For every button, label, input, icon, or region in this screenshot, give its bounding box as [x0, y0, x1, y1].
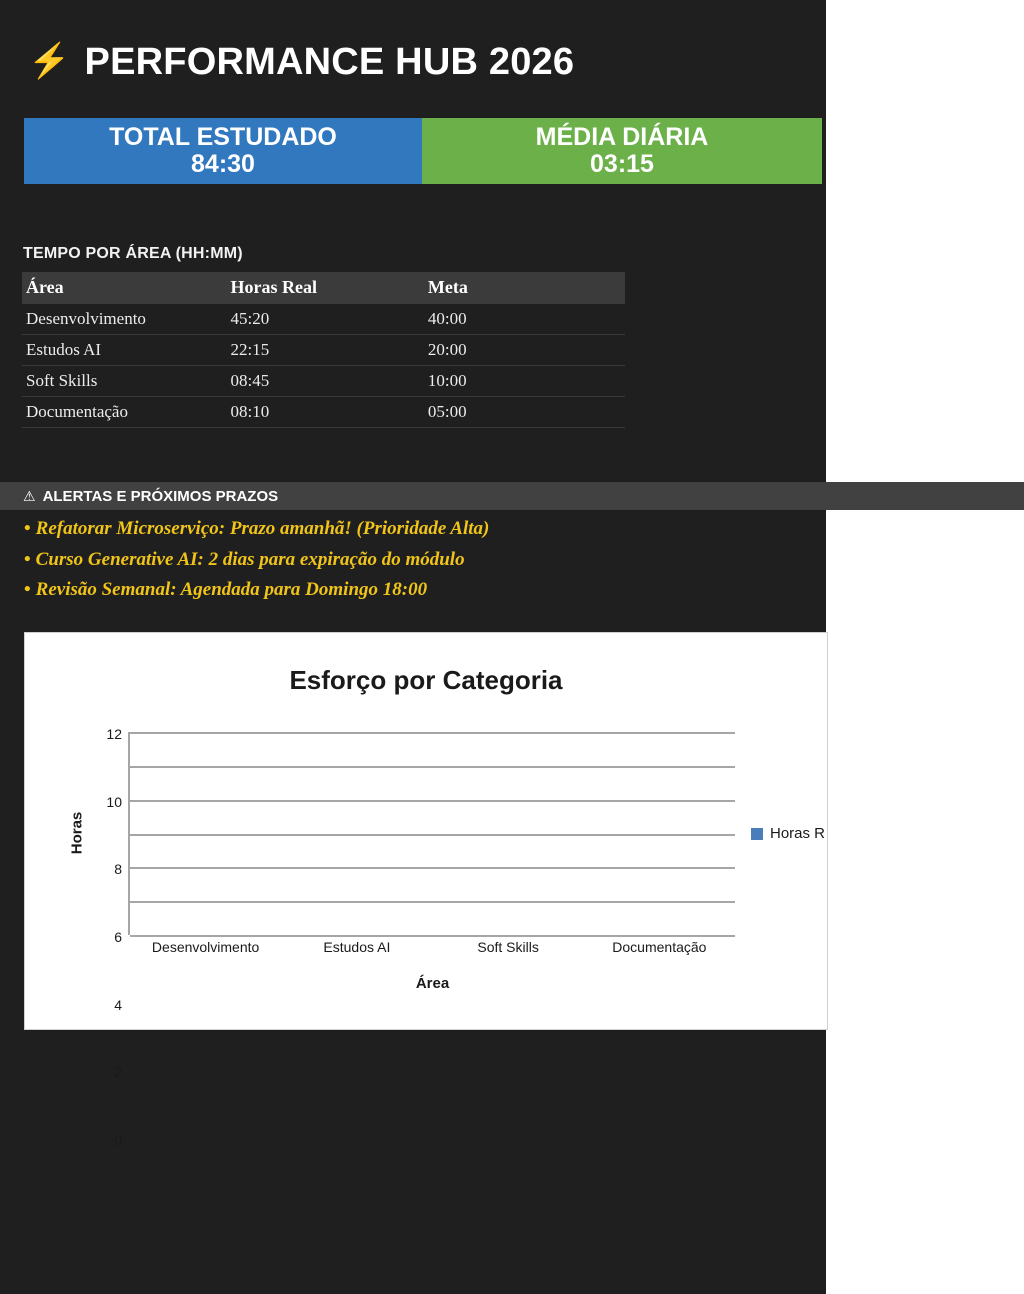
kpi-strip	[24, 118, 822, 184]
table-header-area: Área	[22, 272, 226, 304]
page-title	[28, 36, 808, 88]
warning-icon: ⚠	[23, 487, 36, 504]
table-section-title: TEMPO POR ÁREA (HH:MM)	[23, 245, 243, 262]
chart-y-tick-label: 4	[114, 996, 122, 1013]
kpi-label-total-estudado: TOTAL ESTUDADO	[109, 123, 337, 151]
cell-horas-real: 08:10	[226, 397, 423, 428]
chart-legend	[751, 825, 825, 842]
alerts-header-text: ALERTAS E PRÓXIMOS PRAZOS	[42, 487, 279, 505]
chart-y-tick-label: 6	[114, 929, 122, 945]
cell-area: Soft Skills	[22, 366, 226, 397]
chart-y-tick-label: 10	[106, 793, 122, 810]
lightning-bolt-icon: ⚡	[28, 42, 71, 80]
chart-gridline	[106, 766, 735, 810]
alert-text: Curso Generative AI: 2 dias para expiração do módulo	[35, 548, 465, 570]
chart-y-tick-label: 0	[114, 1132, 122, 1148]
chart-gridline	[114, 800, 735, 878]
alerts-section-header	[0, 482, 1024, 510]
time-per-area-table	[22, 272, 625, 428]
legend-swatch-icon	[751, 828, 763, 840]
page-title-text: PERFORMANCE HUB 2026	[84, 40, 575, 83]
chart-x-tick-label: Soft Skills	[477, 939, 539, 955]
cell-meta: 40:00	[424, 304, 625, 335]
table-row	[22, 397, 625, 428]
cell-meta: 20:00	[424, 335, 625, 366]
table-header-horas-real: Horas Real	[226, 272, 423, 304]
cell-meta: 10:00	[424, 366, 625, 397]
chart-gridline	[114, 834, 735, 945]
chart-y-tick-label: 8	[114, 861, 122, 878]
table-row	[22, 366, 625, 397]
cell-area: Desenvolvimento	[22, 304, 226, 335]
chart-x-tick-label: Estudos AI	[323, 939, 391, 955]
kpi-card-media-diaria	[422, 118, 822, 184]
kpi-value-media-diaria: 03:15	[590, 149, 654, 178]
table-header-meta: Meta	[424, 272, 625, 304]
list-item	[24, 545, 804, 576]
table-row	[22, 304, 625, 335]
bullet-icon: •	[24, 518, 31, 539]
cell-meta: 05:00	[424, 397, 625, 428]
chart-y-tick-label: 12	[106, 726, 122, 742]
cell-horas-real: 22:15	[226, 335, 423, 366]
chart-panel	[24, 632, 828, 1148]
list-item	[24, 575, 804, 606]
chart-y-tick-label: 2	[114, 1064, 122, 1081]
cell-horas-real: 08:45	[226, 366, 423, 397]
bullet-icon: •	[24, 548, 31, 570]
alert-text: Revisão Semanal: Agendada para Domingo 18:00	[35, 579, 428, 600]
alerts-list	[24, 514, 804, 606]
chart-x-tick-label: Desenvolvimento	[151, 939, 260, 955]
kpi-value-total-estudado: 84:30	[191, 149, 255, 178]
chart-title: Esforço por Categoria	[289, 665, 563, 695]
bullet-icon: •	[24, 579, 31, 600]
cell-area: Estudos AI	[22, 335, 226, 366]
table-row	[22, 335, 625, 366]
alert-text: Refatorar Microserviço: Prazo amanhã! (Prioridade Alta)	[35, 518, 490, 539]
cell-horas-real: 45:20	[226, 304, 423, 335]
chart-x-axis-label: Área	[415, 975, 450, 992]
table-header-row	[22, 272, 625, 304]
chart-gridline	[106, 726, 735, 742]
kpi-label-media-diaria: MÉDIA DIÁRIA	[535, 123, 709, 151]
legend-label: Horas R	[770, 825, 826, 842]
cell-area: Documentação	[22, 397, 226, 428]
kpi-card-total-estudado	[24, 118, 422, 184]
list-item	[24, 514, 804, 545]
chart-x-tick-label: Documentação	[612, 939, 707, 955]
chart-x-axis-ticks	[130, 939, 735, 955]
chart-y-axis-label: Horas	[68, 811, 86, 855]
